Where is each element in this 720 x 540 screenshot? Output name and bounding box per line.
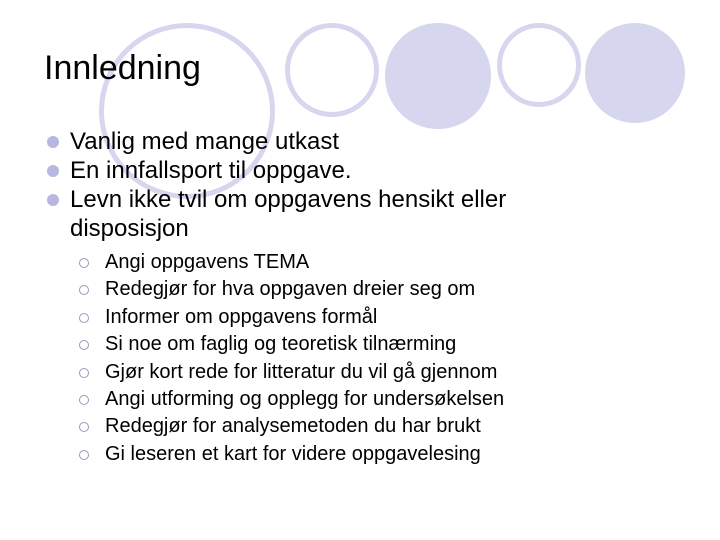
sub-bullet-item (67, 331, 590, 358)
slide-title: Innledning (44, 49, 201, 87)
bullet-dot-icon (47, 194, 59, 206)
ring-bullet-icon (79, 450, 89, 460)
sub-bullet-text: Gi leseren et kart for videre oppgavelesing (105, 442, 481, 465)
sub-bullet-text: Informer om oppgavens formål (105, 305, 378, 328)
sub-bullet-item (67, 413, 590, 440)
sub-bullet-item (67, 276, 590, 303)
sub-bullet-item (67, 441, 590, 468)
decorative-circle-ring-2 (285, 23, 379, 117)
ring-bullet-icon (79, 340, 89, 350)
sub-bullet-text: Redegjør for analysemetoden du har brukt (105, 415, 481, 438)
ring-bullet-icon (79, 285, 89, 295)
sub-bullet-item (67, 386, 590, 413)
bullet-item (0, 156, 590, 185)
bullet-dot-icon (47, 165, 59, 177)
ring-bullet-icon (79, 422, 89, 432)
ring-bullet-icon (79, 368, 89, 378)
bullet-text: Vanlig med mange utkast (70, 128, 340, 155)
bullet-item (0, 127, 590, 156)
ring-bullet-icon (79, 313, 89, 323)
ring-bullet-icon (79, 395, 89, 405)
sub-bullet-text: Angi utforming og opplegg for undersøkelsen (105, 388, 505, 411)
ring-bullet-icon (79, 258, 89, 268)
sub-bullet-item (67, 249, 590, 276)
bullet-item (0, 185, 590, 468)
bullet-text: Levn ikke tvil om oppgavens hensikt eller disposisjon (70, 186, 507, 242)
sub-bullet-text: Si noe om faglig og teoretisk tilnærming (105, 333, 457, 356)
bullet-text: En innfallsport til oppgave. (70, 157, 352, 184)
decorative-circle-filled-1 (385, 23, 491, 129)
sub-bullet-text: Gjør kort rede for litteratur du vil gå gjennom (105, 360, 498, 383)
decorative-circle-ring-3 (497, 23, 581, 107)
sub-bullet-text: Redegjør for hva oppgaven dreier seg om (105, 278, 476, 301)
decorative-circle-filled-2 (585, 23, 685, 123)
bullet-list (0, 127, 590, 468)
sub-bullet-item (67, 304, 590, 331)
sub-bullet-list (70, 249, 590, 468)
bullet-dot-icon (47, 136, 59, 148)
sub-bullet-item (67, 359, 590, 386)
sub-bullet-text: Angi oppgavens TEMA (105, 251, 310, 273)
